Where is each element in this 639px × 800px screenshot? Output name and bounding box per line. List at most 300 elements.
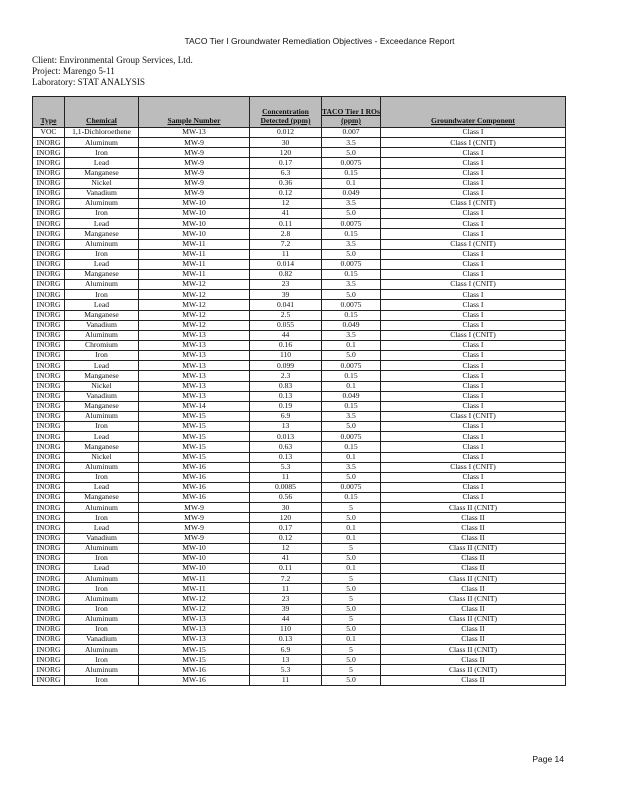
header-concentration: Concentration Detected (ppm) bbox=[250, 97, 322, 128]
cell-chemical: Iron bbox=[65, 472, 139, 482]
cell-sample-number: MW-12 bbox=[139, 320, 250, 330]
cell-groundwater-component: Class II bbox=[381, 523, 566, 533]
cell-taco-ro: 0.1 bbox=[322, 533, 381, 543]
table-row bbox=[33, 239, 566, 249]
cell-chemical: Nickel bbox=[65, 178, 139, 188]
cell-concentration: 0.12 bbox=[250, 188, 322, 198]
cell-groundwater-component: Class I bbox=[381, 300, 566, 310]
cell-groundwater-component: Class II bbox=[381, 604, 566, 614]
cell-groundwater-component: Class I bbox=[381, 442, 566, 452]
cell-sample-number: MW-11 bbox=[139, 259, 250, 269]
cell-chemical: Lead bbox=[65, 564, 139, 574]
cell-chemical: Iron bbox=[65, 351, 139, 361]
cell-chemical: Vanadium bbox=[65, 188, 139, 198]
exceedance-table bbox=[32, 96, 566, 686]
cell-chemical: 1,1-Dichloroethene bbox=[65, 128, 139, 138]
cell-taco-ro: 5 bbox=[322, 503, 381, 513]
cell-taco-ro: 5.0 bbox=[322, 148, 381, 158]
cell-taco-ro: 0.0075 bbox=[322, 219, 381, 229]
cell-groundwater-component: Class I (CNIT) bbox=[381, 138, 566, 148]
cell-sample-number: MW-10 bbox=[139, 543, 250, 553]
cell-type: INORG bbox=[33, 635, 65, 645]
cell-type: INORG bbox=[33, 229, 65, 239]
cell-type: INORG bbox=[33, 249, 65, 259]
table-row bbox=[33, 482, 566, 492]
cell-type: INORG bbox=[33, 442, 65, 452]
cell-sample-number: MW-10 bbox=[139, 209, 250, 219]
table-row bbox=[33, 503, 566, 513]
cell-sample-number: MW-9 bbox=[139, 148, 250, 158]
cell-sample-number: MW-16 bbox=[139, 675, 250, 685]
cell-groundwater-component: Class II (CNIT) bbox=[381, 503, 566, 513]
cell-sample-number: MW-10 bbox=[139, 553, 250, 563]
cell-concentration: 41 bbox=[250, 553, 322, 563]
cell-sample-number: MW-12 bbox=[139, 310, 250, 320]
cell-sample-number: MW-16 bbox=[139, 462, 250, 472]
cell-sample-number: MW-13 bbox=[139, 635, 250, 645]
cell-type: INORG bbox=[33, 503, 65, 513]
cell-chemical: Lead bbox=[65, 300, 139, 310]
table-row bbox=[33, 371, 566, 381]
cell-chemical: Aluminum bbox=[65, 645, 139, 655]
cell-type: INORG bbox=[33, 624, 65, 634]
cell-groundwater-component: Class I bbox=[381, 371, 566, 381]
cell-concentration: 41 bbox=[250, 209, 322, 219]
cell-concentration: 0.56 bbox=[250, 493, 322, 503]
cell-groundwater-component: Class I bbox=[381, 259, 566, 269]
cell-taco-ro: 5.0 bbox=[322, 472, 381, 482]
cell-sample-number: MW-11 bbox=[139, 249, 250, 259]
cell-type: INORG bbox=[33, 584, 65, 594]
table-row bbox=[33, 259, 566, 269]
cell-groundwater-component: Class I bbox=[381, 168, 566, 178]
cell-taco-ro: 5.0 bbox=[322, 553, 381, 563]
cell-type: INORG bbox=[33, 280, 65, 290]
cell-taco-ro: 0.007 bbox=[322, 128, 381, 138]
cell-concentration: 110 bbox=[250, 624, 322, 634]
cell-taco-ro: 3.5 bbox=[322, 411, 381, 421]
cell-chemical: Manganese bbox=[65, 371, 139, 381]
cell-chemical: Iron bbox=[65, 624, 139, 634]
cell-taco-ro: 0.15 bbox=[322, 168, 381, 178]
cell-type: INORG bbox=[33, 604, 65, 614]
laboratory-label: Laboratory: bbox=[32, 77, 76, 87]
cell-taco-ro: 3.5 bbox=[322, 198, 381, 208]
cell-taco-ro: 5.0 bbox=[322, 209, 381, 219]
cell-groundwater-component: Class I bbox=[381, 229, 566, 239]
cell-concentration: 6.9 bbox=[250, 411, 322, 421]
cell-sample-number: MW-15 bbox=[139, 432, 250, 442]
cell-concentration: 11 bbox=[250, 584, 322, 594]
cell-sample-number: MW-9 bbox=[139, 513, 250, 523]
cell-groundwater-component: Class I bbox=[381, 269, 566, 279]
cell-chemical: Iron bbox=[65, 675, 139, 685]
cell-chemical: Aluminum bbox=[65, 198, 139, 208]
cell-groundwater-component: Class I bbox=[381, 158, 566, 168]
cell-type: INORG bbox=[33, 543, 65, 553]
cell-chemical: Iron bbox=[65, 249, 139, 259]
cell-taco-ro: 0.0075 bbox=[322, 300, 381, 310]
cell-groundwater-component: Class II bbox=[381, 635, 566, 645]
table-row bbox=[33, 310, 566, 320]
cell-chemical: Manganese bbox=[65, 229, 139, 239]
cell-type: INORG bbox=[33, 381, 65, 391]
cell-sample-number: MW-12 bbox=[139, 280, 250, 290]
cell-chemical: Aluminum bbox=[65, 462, 139, 472]
project-label: Project: bbox=[32, 66, 61, 76]
cell-concentration: 39 bbox=[250, 290, 322, 300]
cell-chemical: Lead bbox=[65, 259, 139, 269]
cell-type: INORG bbox=[33, 340, 65, 350]
cell-groundwater-component: Class I bbox=[381, 340, 566, 350]
cell-type: INORG bbox=[33, 462, 65, 472]
cell-concentration: 0.36 bbox=[250, 178, 322, 188]
cell-groundwater-component: Class I bbox=[381, 493, 566, 503]
cell-concentration: 11 bbox=[250, 249, 322, 259]
cell-groundwater-component: Class I bbox=[381, 351, 566, 361]
table-row bbox=[33, 553, 566, 563]
cell-groundwater-component: Class II bbox=[381, 533, 566, 543]
cell-groundwater-component: Class II (CNIT) bbox=[381, 574, 566, 584]
cell-groundwater-component: Class II (CNIT) bbox=[381, 594, 566, 604]
cell-concentration: 7.2 bbox=[250, 574, 322, 584]
cell-concentration: 6.3 bbox=[250, 168, 322, 178]
cell-taco-ro: 0.15 bbox=[322, 229, 381, 239]
table-row bbox=[33, 351, 566, 361]
cell-sample-number: MW-13 bbox=[139, 371, 250, 381]
project-line bbox=[32, 66, 115, 77]
cell-taco-ro: 5.0 bbox=[322, 249, 381, 259]
cell-groundwater-component: Class I (CNIT) bbox=[381, 411, 566, 421]
table-row bbox=[33, 128, 566, 138]
page-number: Page 14 bbox=[532, 754, 564, 764]
cell-sample-number: MW-9 bbox=[139, 503, 250, 513]
cell-taco-ro: 5.0 bbox=[322, 675, 381, 685]
cell-concentration: 30 bbox=[250, 138, 322, 148]
cell-type: INORG bbox=[33, 158, 65, 168]
cell-sample-number: MW-9 bbox=[139, 188, 250, 198]
cell-sample-number: MW-15 bbox=[139, 422, 250, 432]
cell-taco-ro: 3.5 bbox=[322, 462, 381, 472]
cell-type: INORG bbox=[33, 391, 65, 401]
cell-groundwater-component: Class I bbox=[381, 219, 566, 229]
cell-taco-ro: 5.0 bbox=[322, 351, 381, 361]
cell-taco-ro: 5.0 bbox=[322, 290, 381, 300]
cell-sample-number: MW-13 bbox=[139, 614, 250, 624]
cell-chemical: Manganese bbox=[65, 168, 139, 178]
cell-taco-ro: 5.0 bbox=[322, 584, 381, 594]
cell-type: INORG bbox=[33, 351, 65, 361]
cell-groundwater-component: Class I bbox=[381, 452, 566, 462]
cell-concentration: 0.012 bbox=[250, 128, 322, 138]
table-row bbox=[33, 178, 566, 188]
table-row bbox=[33, 624, 566, 634]
cell-groundwater-component: Class I bbox=[381, 401, 566, 411]
table-row bbox=[33, 219, 566, 229]
cell-taco-ro: 3.5 bbox=[322, 280, 381, 290]
cell-concentration: 11 bbox=[250, 675, 322, 685]
cell-taco-ro: 0.15 bbox=[322, 442, 381, 452]
table-row bbox=[33, 340, 566, 350]
cell-sample-number: MW-15 bbox=[139, 645, 250, 655]
cell-taco-ro: 5 bbox=[322, 543, 381, 553]
cell-chemical: Lead bbox=[65, 361, 139, 371]
cell-type: INORG bbox=[33, 269, 65, 279]
cell-taco-ro: 3.5 bbox=[322, 239, 381, 249]
cell-groundwater-component: Class I bbox=[381, 128, 566, 138]
cell-type: INORG bbox=[33, 219, 65, 229]
table-row bbox=[33, 452, 566, 462]
cell-type: INORG bbox=[33, 472, 65, 482]
cell-concentration: 0.17 bbox=[250, 158, 322, 168]
table-row bbox=[33, 280, 566, 290]
cell-chemical: Aluminum bbox=[65, 543, 139, 553]
cell-type: INORG bbox=[33, 553, 65, 563]
table-row bbox=[33, 209, 566, 219]
table-row bbox=[33, 432, 566, 442]
table-row bbox=[33, 665, 566, 675]
cell-sample-number: MW-14 bbox=[139, 401, 250, 411]
cell-concentration: 44 bbox=[250, 614, 322, 624]
table-row bbox=[33, 249, 566, 259]
table-row bbox=[33, 188, 566, 198]
cell-type: INORG bbox=[33, 645, 65, 655]
cell-groundwater-component: Class I bbox=[381, 422, 566, 432]
cell-concentration: 0.11 bbox=[250, 219, 322, 229]
cell-chemical: Nickel bbox=[65, 381, 139, 391]
cell-taco-ro: 0.15 bbox=[322, 401, 381, 411]
table-row bbox=[33, 543, 566, 553]
cell-concentration: 0.099 bbox=[250, 361, 322, 371]
cell-type: INORG bbox=[33, 239, 65, 249]
cell-type: VOC bbox=[33, 128, 65, 138]
cell-type: INORG bbox=[33, 310, 65, 320]
table-row bbox=[33, 138, 566, 148]
cell-type: INORG bbox=[33, 594, 65, 604]
table-row bbox=[33, 645, 566, 655]
cell-type: INORG bbox=[33, 574, 65, 584]
table-row bbox=[33, 604, 566, 614]
cell-taco-ro: 0.0075 bbox=[322, 158, 381, 168]
cell-groundwater-component: Class II (CNIT) bbox=[381, 665, 566, 675]
cell-concentration: 0.82 bbox=[250, 269, 322, 279]
header-chemical: Chemical bbox=[65, 97, 139, 128]
cell-groundwater-component: Class II bbox=[381, 564, 566, 574]
cell-type: INORG bbox=[33, 300, 65, 310]
cell-concentration: 12 bbox=[250, 198, 322, 208]
cell-concentration: 0.17 bbox=[250, 523, 322, 533]
cell-groundwater-component: Class I (CNIT) bbox=[381, 280, 566, 290]
cell-taco-ro: 0.1 bbox=[322, 178, 381, 188]
table-row bbox=[33, 472, 566, 482]
cell-groundwater-component: Class II bbox=[381, 624, 566, 634]
cell-chemical: Manganese bbox=[65, 493, 139, 503]
cell-groundwater-component: Class I bbox=[381, 482, 566, 492]
cell-type: INORG bbox=[33, 675, 65, 685]
cell-concentration: 39 bbox=[250, 604, 322, 614]
cell-taco-ro: 0.1 bbox=[322, 381, 381, 391]
cell-type: INORG bbox=[33, 665, 65, 675]
cell-type: INORG bbox=[33, 411, 65, 421]
cell-type: INORG bbox=[33, 178, 65, 188]
table-row bbox=[33, 168, 566, 178]
table-row bbox=[33, 493, 566, 503]
cell-chemical: Lead bbox=[65, 432, 139, 442]
table-row bbox=[33, 269, 566, 279]
cell-concentration: 0.014 bbox=[250, 259, 322, 269]
cell-concentration: 0.83 bbox=[250, 381, 322, 391]
cell-concentration: 23 bbox=[250, 594, 322, 604]
cell-concentration: 0.13 bbox=[250, 452, 322, 462]
table-row bbox=[33, 635, 566, 645]
cell-sample-number: MW-9 bbox=[139, 178, 250, 188]
cell-concentration: 2.5 bbox=[250, 310, 322, 320]
cell-concentration: 7.2 bbox=[250, 239, 322, 249]
cell-chemical: Lead bbox=[65, 523, 139, 533]
cell-sample-number: MW-9 bbox=[139, 533, 250, 543]
table-row bbox=[33, 300, 566, 310]
cell-sample-number: MW-9 bbox=[139, 138, 250, 148]
cell-groundwater-component: Class I (CNIT) bbox=[381, 198, 566, 208]
cell-concentration: 0.11 bbox=[250, 564, 322, 574]
cell-sample-number: MW-13 bbox=[139, 330, 250, 340]
table-row bbox=[33, 442, 566, 452]
cell-sample-number: MW-13 bbox=[139, 351, 250, 361]
cell-sample-number: MW-15 bbox=[139, 655, 250, 665]
cell-chemical: Iron bbox=[65, 604, 139, 614]
cell-groundwater-component: Class I bbox=[381, 148, 566, 158]
cell-concentration: 0.055 bbox=[250, 320, 322, 330]
table-row bbox=[33, 614, 566, 624]
cell-sample-number: MW-16 bbox=[139, 665, 250, 675]
cell-groundwater-component: Class I (CNIT) bbox=[381, 239, 566, 249]
cell-taco-ro: 5.0 bbox=[322, 513, 381, 523]
cell-taco-ro: 5.0 bbox=[322, 604, 381, 614]
cell-chemical: Lead bbox=[65, 482, 139, 492]
cell-type: INORG bbox=[33, 452, 65, 462]
table-row bbox=[33, 462, 566, 472]
cell-type: INORG bbox=[33, 361, 65, 371]
cell-concentration: 0.0085 bbox=[250, 482, 322, 492]
cell-groundwater-component: Class I (CNIT) bbox=[381, 330, 566, 340]
cell-chemical: Chromium bbox=[65, 340, 139, 350]
cell-type: INORG bbox=[33, 259, 65, 269]
cell-concentration: 11 bbox=[250, 472, 322, 482]
cell-sample-number: MW-13 bbox=[139, 361, 250, 371]
client-label: Client: bbox=[32, 55, 58, 65]
table-row bbox=[33, 513, 566, 523]
cell-groundwater-component: Class I bbox=[381, 391, 566, 401]
cell-groundwater-component: Class I bbox=[381, 320, 566, 330]
cell-chemical: Aluminum bbox=[65, 280, 139, 290]
cell-type: INORG bbox=[33, 168, 65, 178]
table-row bbox=[33, 422, 566, 432]
cell-concentration: 30 bbox=[250, 503, 322, 513]
cell-groundwater-component: Class II (CNIT) bbox=[381, 645, 566, 655]
cell-sample-number: MW-16 bbox=[139, 482, 250, 492]
table-row bbox=[33, 594, 566, 604]
cell-groundwater-component: Class I bbox=[381, 249, 566, 259]
cell-concentration: 120 bbox=[250, 148, 322, 158]
cell-sample-number: MW-9 bbox=[139, 168, 250, 178]
cell-chemical: Aluminum bbox=[65, 574, 139, 584]
cell-sample-number: MW-15 bbox=[139, 452, 250, 462]
cell-concentration: 0.041 bbox=[250, 300, 322, 310]
header-sample-number: Sample Number bbox=[139, 97, 250, 128]
cell-taco-ro: 0.15 bbox=[322, 269, 381, 279]
cell-type: INORG bbox=[33, 523, 65, 533]
cell-concentration: 0.16 bbox=[250, 340, 322, 350]
table-row bbox=[33, 401, 566, 411]
table-row bbox=[33, 584, 566, 594]
cell-chemical: Aluminum bbox=[65, 594, 139, 604]
cell-sample-number: MW-10 bbox=[139, 229, 250, 239]
cell-chemical: Vanadium bbox=[65, 320, 139, 330]
table-row bbox=[33, 320, 566, 330]
table-row bbox=[33, 533, 566, 543]
cell-concentration: 0.19 bbox=[250, 401, 322, 411]
cell-groundwater-component: Class II (CNIT) bbox=[381, 614, 566, 624]
cell-sample-number: MW-11 bbox=[139, 584, 250, 594]
cell-chemical: Aluminum bbox=[65, 614, 139, 624]
cell-type: INORG bbox=[33, 614, 65, 624]
cell-chemical: Iron bbox=[65, 148, 139, 158]
project-value: Marengo 5-11 bbox=[62, 66, 115, 76]
cell-sample-number: MW-10 bbox=[139, 564, 250, 574]
cell-sample-number: MW-10 bbox=[139, 219, 250, 229]
cell-type: INORG bbox=[33, 148, 65, 158]
cell-type: INORG bbox=[33, 209, 65, 219]
table-row bbox=[33, 198, 566, 208]
cell-type: INORG bbox=[33, 188, 65, 198]
cell-groundwater-component: Class II bbox=[381, 553, 566, 563]
cell-sample-number: MW-11 bbox=[139, 574, 250, 584]
cell-type: INORG bbox=[33, 198, 65, 208]
cell-sample-number: MW-12 bbox=[139, 300, 250, 310]
table-row bbox=[33, 361, 566, 371]
cell-taco-ro: 5 bbox=[322, 574, 381, 584]
cell-sample-number: MW-16 bbox=[139, 493, 250, 503]
cell-chemical: Iron bbox=[65, 584, 139, 594]
cell-chemical: Aluminum bbox=[65, 239, 139, 249]
cell-taco-ro: 0.049 bbox=[322, 188, 381, 198]
cell-chemical: Manganese bbox=[65, 442, 139, 452]
header-groundwater-component: Groundwater Component bbox=[381, 97, 566, 128]
cell-type: INORG bbox=[33, 564, 65, 574]
cell-groundwater-component: Class I bbox=[381, 178, 566, 188]
cell-chemical: Aluminum bbox=[65, 503, 139, 513]
cell-taco-ro: 3.5 bbox=[322, 138, 381, 148]
cell-type: INORG bbox=[33, 432, 65, 442]
cell-concentration: 13 bbox=[250, 422, 322, 432]
cell-chemical: Manganese bbox=[65, 310, 139, 320]
cell-concentration: 0.13 bbox=[250, 635, 322, 645]
table-row bbox=[33, 564, 566, 574]
client-line bbox=[32, 55, 193, 66]
cell-taco-ro: 5 bbox=[322, 665, 381, 675]
cell-taco-ro: 0.15 bbox=[322, 310, 381, 320]
cell-taco-ro: 5 bbox=[322, 614, 381, 624]
cell-groundwater-component: Class I bbox=[381, 188, 566, 198]
cell-groundwater-component: Class I (CNIT) bbox=[381, 462, 566, 472]
cell-sample-number: MW-15 bbox=[139, 411, 250, 421]
cell-sample-number: MW-9 bbox=[139, 158, 250, 168]
cell-taco-ro: 0.0075 bbox=[322, 259, 381, 269]
cell-concentration: 120 bbox=[250, 513, 322, 523]
cell-groundwater-component: Class II bbox=[381, 675, 566, 685]
table-row bbox=[33, 148, 566, 158]
cell-chemical: Manganese bbox=[65, 269, 139, 279]
